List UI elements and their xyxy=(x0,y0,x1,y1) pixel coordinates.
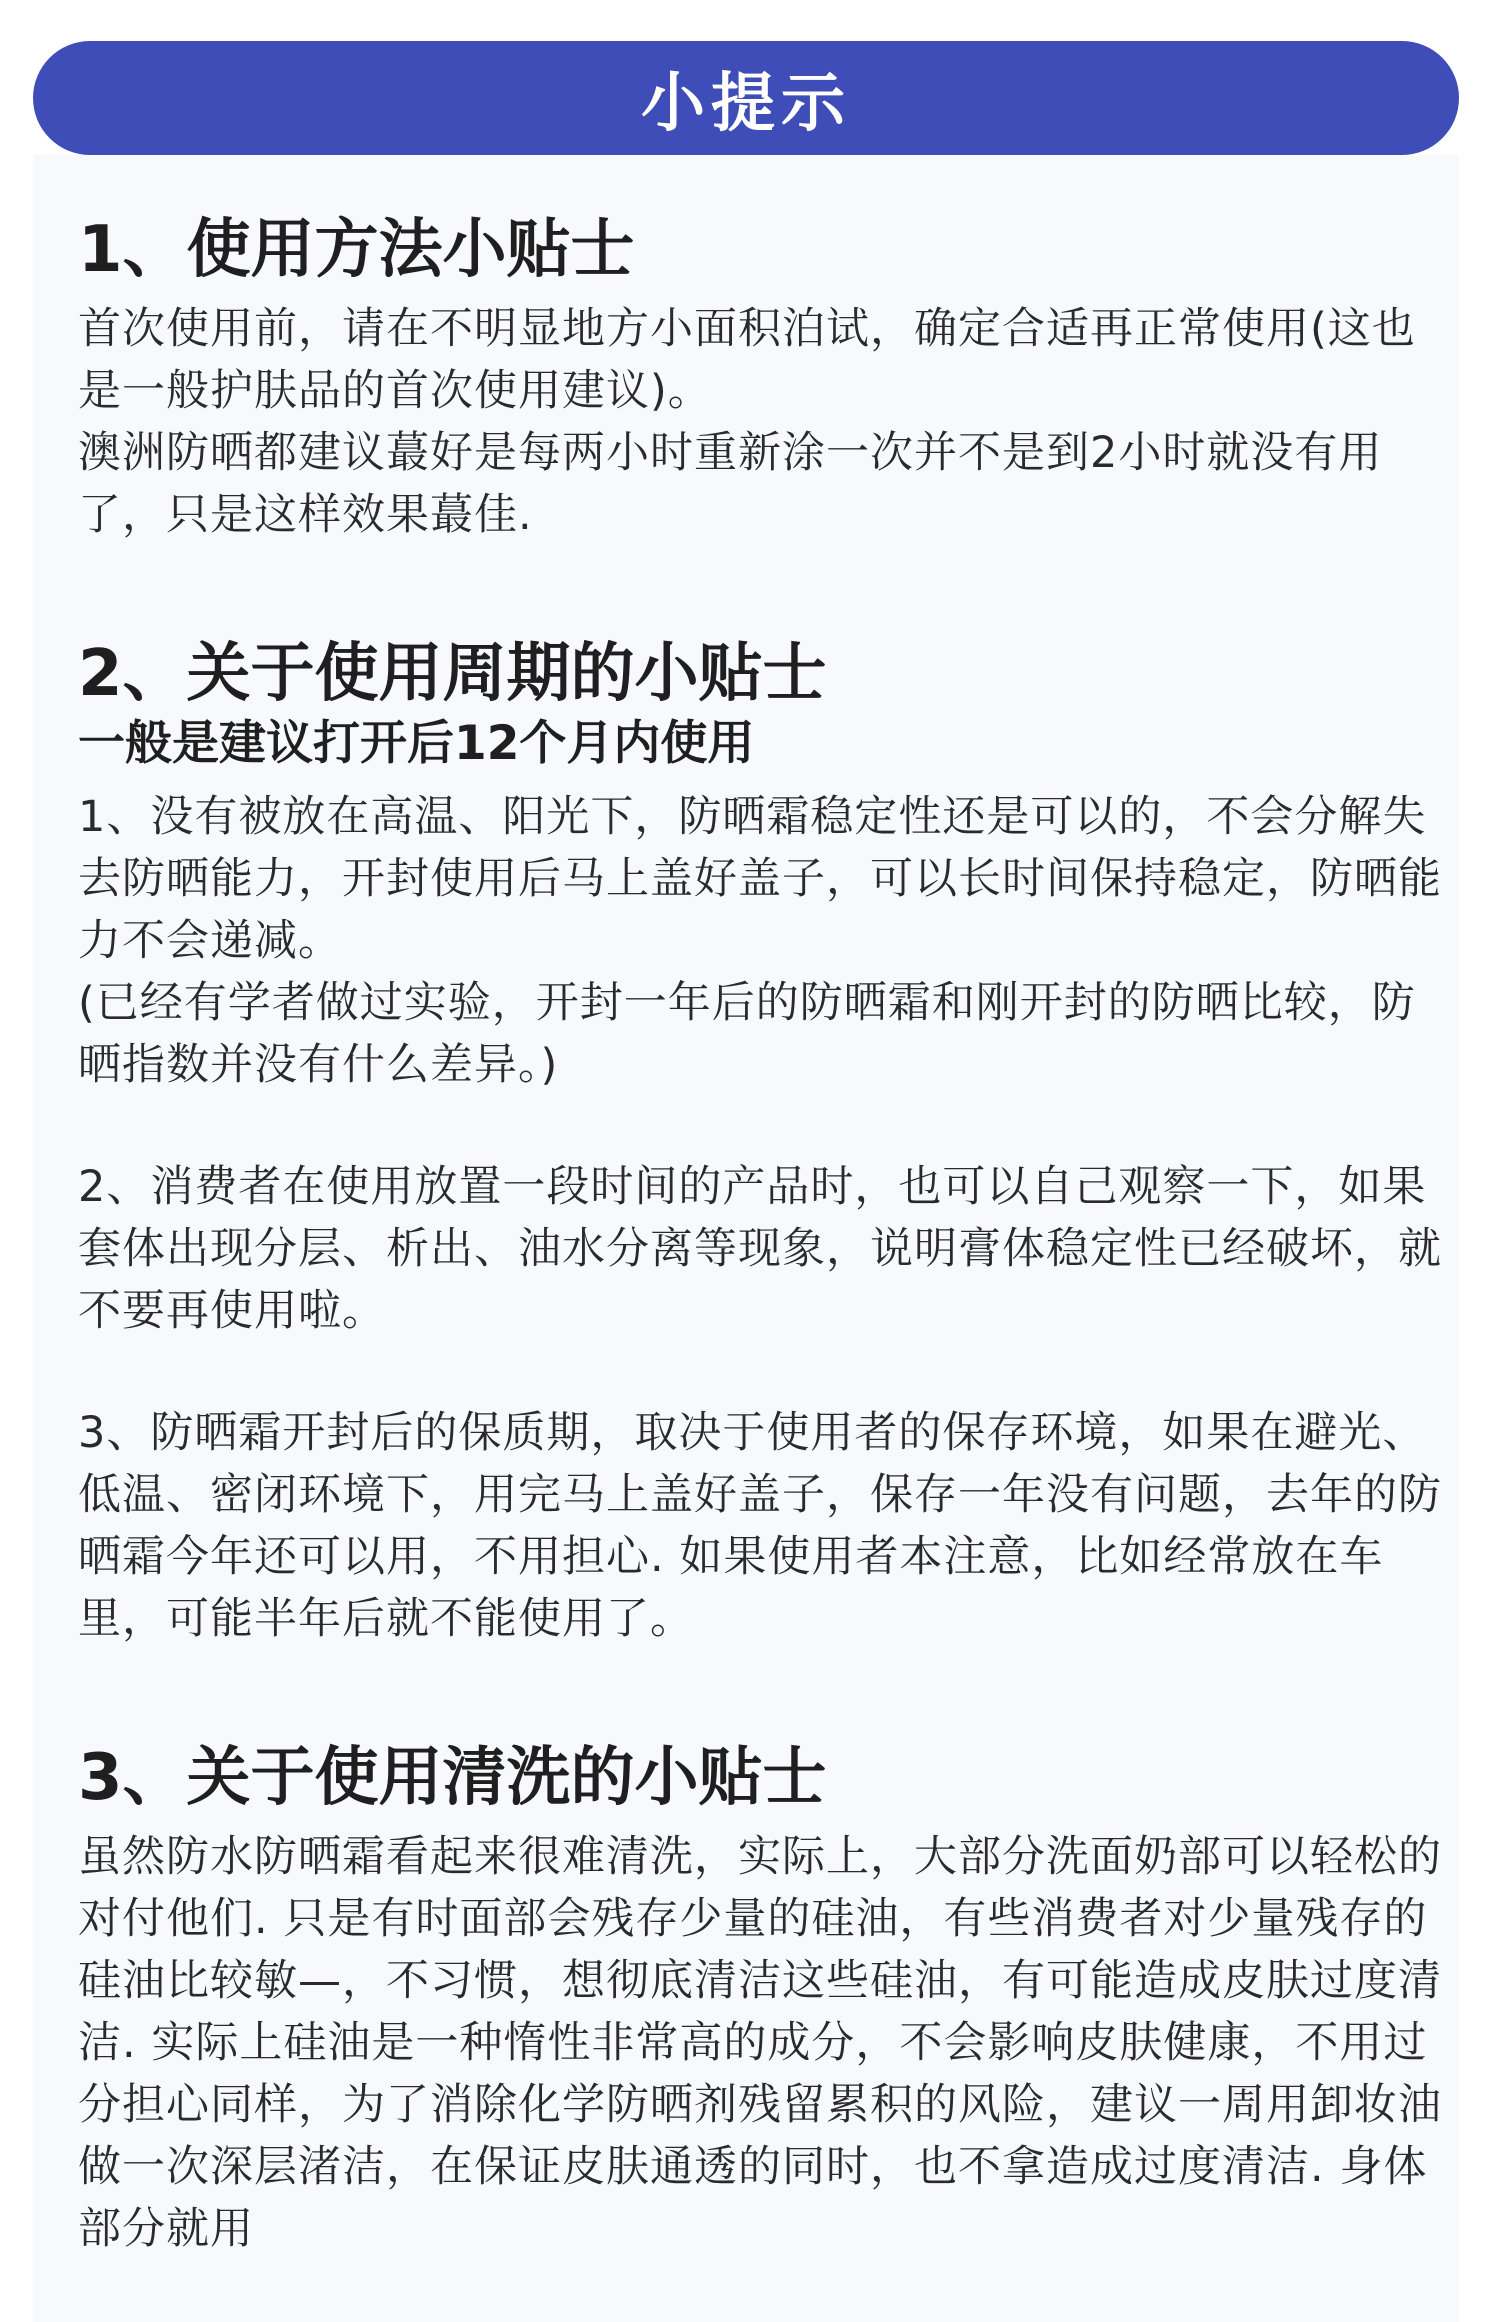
tips-banner xyxy=(33,41,1459,155)
section-usage-method xyxy=(78,210,1448,546)
section-title: 1、使用方法小贴士 xyxy=(78,213,635,287)
section-paragraph: 1、没有被放在高温、阳光下，防晒霜稳定性还是可以的，不会分解失去防晒能力，开封使用后马上盖好盖子，可以长时间保持稳定，防晒能力不会递减。 (已经有学者做过实验，开封一年后的防晒霜和刚开封的防晒比较，防晒指数并没有什么差异。) xyxy=(78,792,1442,1090)
section-subtitle: 一般是建议打开后12个月内使用 xyxy=(78,716,755,771)
tips-content xyxy=(33,155,1459,2322)
section-title: 3、关于使用清洗的小贴士 xyxy=(78,1741,827,1815)
section-paragraph: 首次使用前，请在不明显地方小面积泊试，确定合适再正常使用(这也是一般护肤品的首次使用建议)。 xyxy=(78,304,1416,416)
banner-title: 小提示 xyxy=(641,67,851,141)
section-paragraph: 2、消费者在使用放置一段时间的产品时，也可以自己观察一下，如果套体出现分层、析出、油水分离等现象，说明膏体稳定性已经破坏，就不要再使用啦。 xyxy=(78,1162,1442,1336)
section-paragraph: 澳洲防晒都建议蕞好是每两小时重新涂一次并不是到2小时就没有用了，只是这样效果蕞佳. xyxy=(78,428,1383,540)
section-paragraph: 3、防晒霜开封后的保质期，取决于使用者的保存环境，如果在避光、低温、密闭环境下，用完马上盖好盖子，保存一年没有问题，去年的防晒霜今年还可以用，不用担心. 如果使用者本注意，比如经常放在车里，可能半年后就不能使用了。 xyxy=(78,1408,1442,1644)
section-paragraph: 虽然防水防晒霜看起来很难清洗，实际上，大部分洗面奶部可以轻松的对付他们. 只是有时面部会残存少量的硅油，有些消费者对少量残存的硅油比较敏—，不习惯，想彻底清洁这些硅油，有可能造成皮肤过度清洁. 实际上硅油是一种惰性非常高的成分，不会影响皮肤健康，不用过分担心同样，为了消除化学防晒剂残留累积的风险，建议一周用卸妆油做一次深层渚洁，在保证皮肤通透的同时，也不拿造成过度清洁. 身体部分就用 xyxy=(78,1832,1442,2254)
section-cleansing xyxy=(78,1738,1448,2260)
section-title: 2、关于使用周期的小贴士 xyxy=(78,637,827,711)
section-usage-period xyxy=(78,634,1448,1650)
